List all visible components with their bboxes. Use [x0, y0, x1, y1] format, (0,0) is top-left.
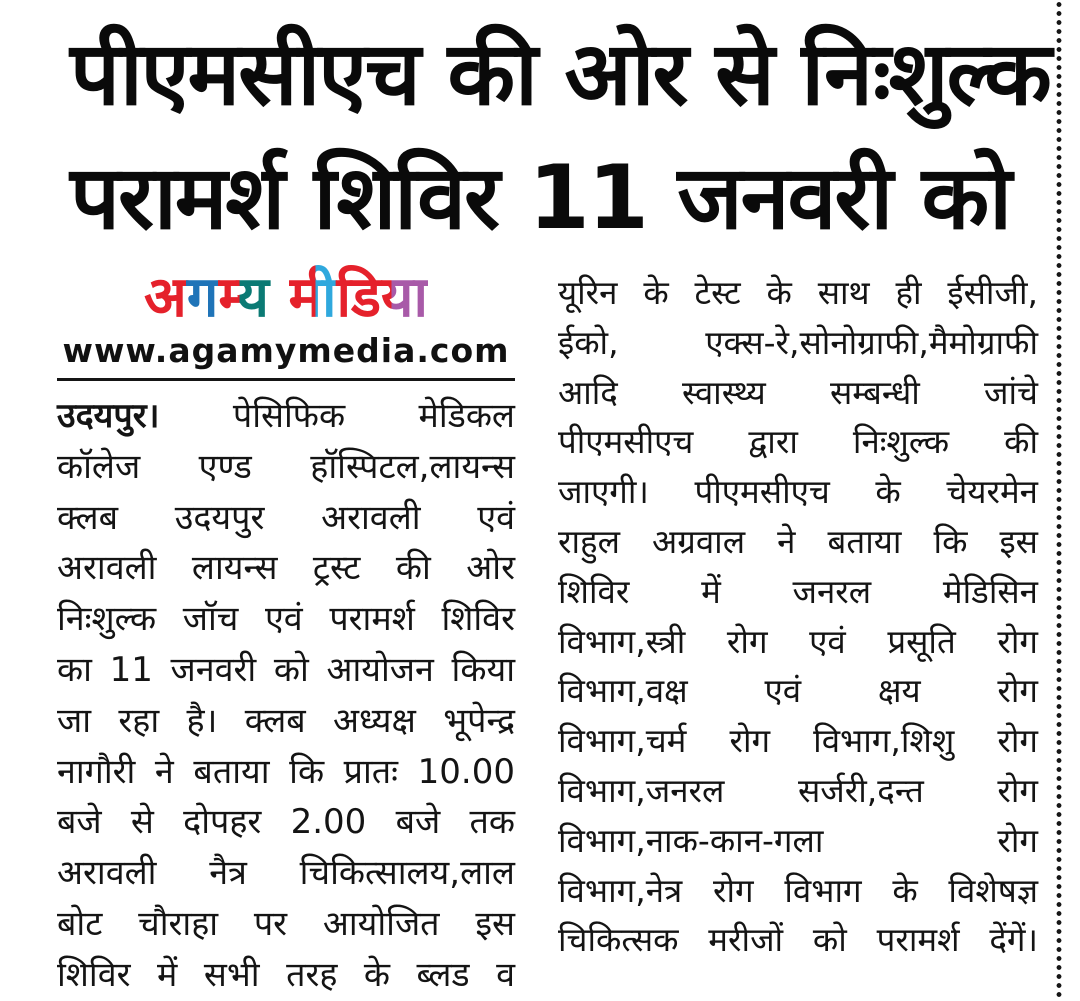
body-line: ईको, एक्स-रे,सोनोग्राफी,मैमोग्राफी: [558, 322, 1038, 362]
body-text: पेसिफिक मेडिकल: [232, 396, 515, 436]
body-line: शिविर में सभी तरह के ब्लड व: [57, 954, 515, 995]
body-line: जाएगी। पीएमसीएच के चेयरमेन: [558, 472, 1038, 512]
logo-letter-ya: या: [381, 265, 428, 330]
body-line: विभाग,वक्ष एवं क्षय रोग: [558, 671, 1038, 711]
logo-letter-mee: मी: [288, 265, 337, 330]
logo-letter-ga: ग: [186, 265, 219, 330]
body-line: पीएमसीएच द्वारा निःशुल्क की: [558, 422, 1038, 462]
body-line: शिविर में जनरल मेडिसिन: [558, 571, 1038, 611]
logo-letter-a: अ: [144, 265, 187, 330]
body-line: राहुल अग्रवाल ने बताया कि इस: [558, 521, 1038, 561]
masthead-divider: [57, 378, 515, 381]
body-line: निःशुल्क जॉच एवं परामर्श शिविर: [57, 599, 515, 640]
headline-line-2: परामर्श शिविर 11 जनवरी को: [70, 146, 1010, 249]
agamy-media-logo: [57, 266, 515, 330]
body-line: बोट चौराहा पर आयोजित इस: [57, 903, 515, 944]
article-headline: [70, 12, 1050, 260]
body-line: कॉलेज एण्ड हॉस्पिटल,लायन्स: [57, 446, 515, 487]
body-line: अरावली लायन्स ट्रस्ट की ओर: [57, 548, 515, 589]
body-line: क्लब उदयपुर अरावली एवं: [57, 497, 515, 538]
body-line: यूरिन के टेस्ट के साथ ही ईसीजी,: [558, 273, 1038, 312]
body-line: विभाग,चर्म रोग विभाग,शिशु रोग: [558, 721, 1038, 761]
body-line: विभाग,जनरल सर्जरी,दन्त रोग: [558, 770, 1038, 810]
body-line: विभाग,नाक-कान-गला रोग: [558, 820, 1038, 860]
body-line: जा रहा है। क्लब अध्यक्ष भूपेन्द्र: [57, 700, 515, 741]
body-line: बजे से दोपहर 2.00 बजे तक: [57, 802, 515, 843]
logo-letter-di: डि: [336, 265, 381, 330]
logo-letter-mya: म्य: [218, 265, 289, 330]
right-column: [558, 268, 1038, 965]
website-url: www.agamymedia.com: [62, 331, 510, 370]
body-line: नागौरी ने बताया कि प्रातः 10.00: [57, 751, 515, 792]
body-line: अरावली नैत्र चिकित्सालय,लाल: [57, 853, 515, 894]
body-line: चिकित्सक मरीजों को परामर्श देंगें।: [558, 920, 1038, 960]
left-column: [57, 266, 515, 1001]
body-line: का 11 जनवरी को आयोजन किया: [57, 649, 515, 690]
body-line: विभाग,नेत्र रोग विभाग के विशेषज्ञ: [558, 870, 1038, 910]
body-line: आदि स्वास्थ्य सम्बन्धी जांचे: [558, 372, 1038, 412]
left-column-text: [57, 391, 515, 1001]
dotted-border-right: [1056, 0, 1062, 1001]
body-line: विभाग,स्त्री रोग एवं प्रसूति रोग: [558, 621, 1038, 661]
body-line: [57, 391, 515, 442]
dateline: उदयपुर।: [57, 396, 160, 436]
headline-line-1: पीएमसीएच की ओर से निःशुल्क: [70, 22, 1050, 125]
